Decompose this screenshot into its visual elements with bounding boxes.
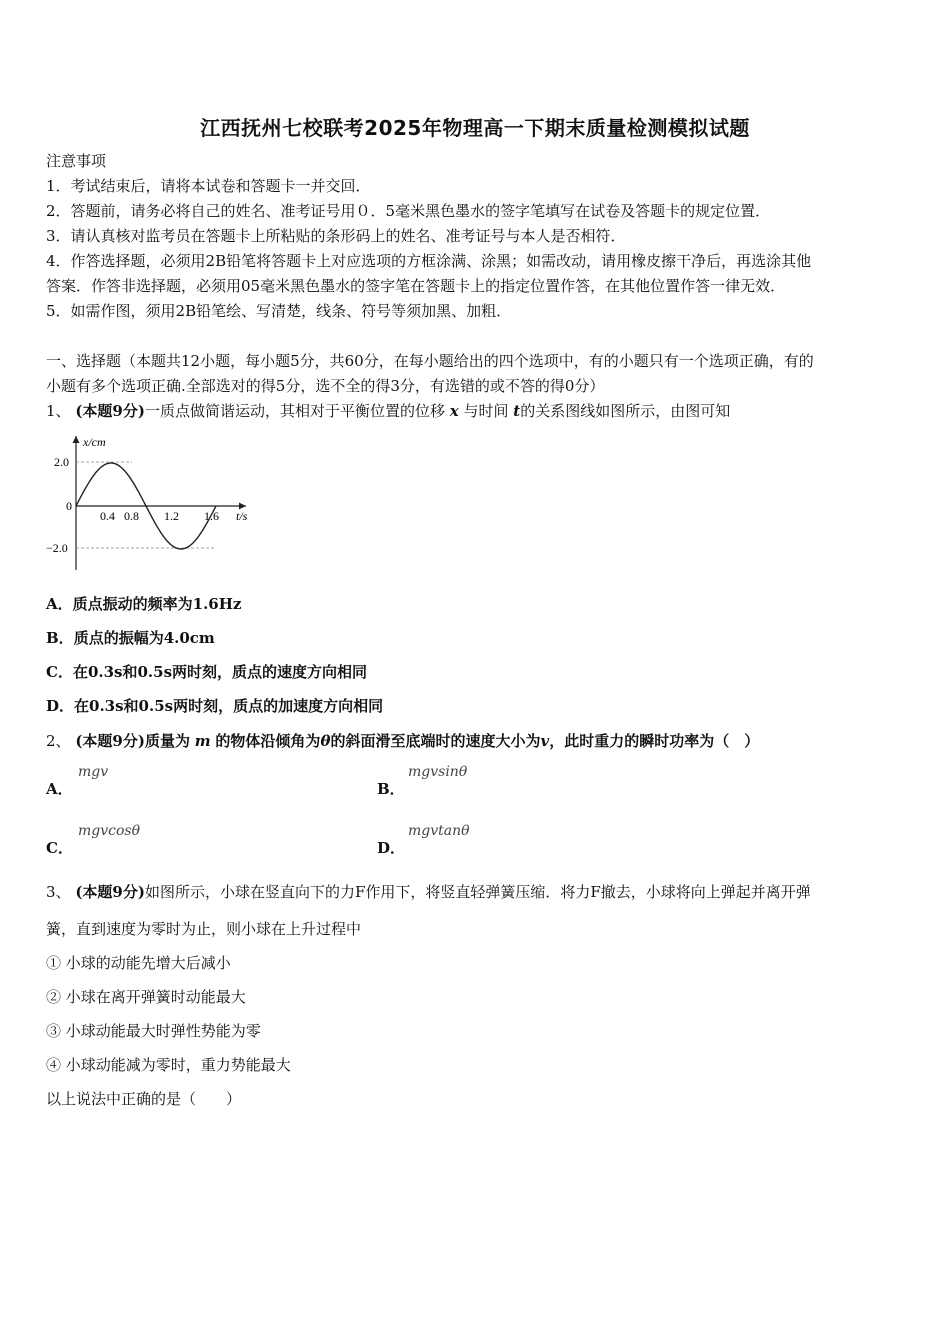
option-text: 在0.3s和0.5s两时刻，质点的速度方向相同 — [72, 663, 368, 681]
notice-item: 2．答题前，请务必将自己的姓名、准考证号用０．5毫米黑色墨水的签字笔填写在试卷及答题卡的规定位置． — [46, 202, 771, 220]
option-label: C． — [46, 839, 73, 857]
y-axis-label: x/cm — [83, 435, 106, 449]
q3-statement: ① 小球的动能先增大后减小 — [46, 954, 231, 972]
x-tick-label: 0.4 — [100, 509, 115, 523]
stem-text: 如图所示，小球在竖直向下的力F作用下，将竖直轻弹簧压缩．将力F撤去，小球将向上弹起并离开弹 — [144, 883, 811, 901]
section-instructions: 一、选择题（本题共12小题，每小题5分，共60分，在每小题给出的四个选项中，有的小题只有一个选项正确，有的 — [46, 352, 814, 370]
notice-item: 4．作答选择题，必须用2B铅笔将答题卡上对应选项的方框涂满、涂黑；如需改动，请用橡皮擦干净后，再选涂其他 — [46, 252, 812, 270]
stem-text: 与时间 — [463, 402, 509, 420]
var-v: v — [540, 732, 550, 750]
var-m: m — [194, 732, 211, 750]
question-1-stem — [46, 401, 730, 421]
question-number: 1、 — [46, 402, 71, 420]
question-2-stem — [46, 731, 759, 751]
stem-text: 的物体沿倾角为 — [215, 732, 321, 750]
notice-heading: 注意事项 — [46, 152, 107, 170]
notice-item: 5．如需作图，须用2B铅笔绘、写清楚，线条、符号等须加黑、加粗． — [46, 302, 512, 320]
option-label: C． — [46, 663, 73, 681]
option-formula: mgvcosθ — [78, 823, 141, 839]
x-tick-label: 1.2 — [164, 509, 179, 523]
q1-option-a[interactable] — [46, 594, 241, 614]
option-label: D． — [46, 697, 75, 715]
x-tick-label: 1.6 — [204, 509, 219, 523]
option-formula: mgvtanθ — [408, 823, 470, 839]
y-tick-label: −2.0 — [46, 541, 68, 555]
x-axis-label: t/s — [236, 509, 248, 523]
q1-option-c[interactable] — [46, 662, 367, 682]
question-number: 2、 — [46, 732, 71, 750]
stem-text: 质量为 — [144, 732, 190, 750]
option-formula: mgvsinθ — [408, 764, 468, 780]
y-tick-label: 2.0 — [54, 455, 69, 469]
question-points: (本题9分) — [75, 883, 145, 901]
question-3-stem — [46, 882, 811, 902]
displacement-time-graph — [44, 430, 254, 575]
q1-option-d[interactable] — [46, 696, 383, 716]
q1-option-b[interactable] — [46, 628, 215, 648]
option-label: A． — [46, 780, 73, 798]
question-3-stem-cont: 簧，直到速度为零时为止，则小球在上升过程中 — [46, 920, 362, 938]
section-instructions-cont: 小题有多个选项正确.全部选对的得5分，选不全的得3分，有选错的或不答的得0分） — [46, 377, 605, 395]
q3-statement: ③ 小球动能最大时弹性势能为零 — [46, 1022, 261, 1040]
stem-text: 的关系图线如图所示，由图可知 — [520, 402, 731, 420]
option-label: A． — [46, 595, 73, 613]
notice-item: 3．请认真核对监考员在答题卡上所粘贴的条形码上的姓名、准考证号与本人是否相符． — [46, 227, 626, 245]
notice-item: 答案．作答非选择题，必须用05毫米黑色墨水的签字笔在答题卡上的指定位置作答，在其他位置作答一律无效． — [46, 277, 786, 295]
option-text: 质点的振幅为4.0cm — [73, 629, 215, 647]
q3-question: 以上说法中正确的是（ ） — [46, 1090, 242, 1108]
stem-text: 的斜面滑至底端时的速度大小为 — [330, 732, 541, 750]
stem-text: ，此时重力的瞬时功率为（ ） — [549, 732, 760, 750]
x-tick-label: 0.8 — [124, 509, 139, 523]
option-label: B． — [377, 780, 405, 798]
question-points: (本题9分) — [75, 402, 145, 420]
q3-statement: ② 小球在离开弹簧时动能最大 — [46, 988, 246, 1006]
option-formula: mgv — [78, 764, 109, 780]
var-theta: θ — [320, 732, 331, 750]
var-x: x — [449, 402, 459, 420]
option-label: D． — [377, 839, 406, 857]
page-title: 江西抚州七校联考2025年物理高一下期末质量检测模拟试题 — [200, 116, 750, 140]
origin-label: 0 — [66, 499, 72, 513]
option-text: 在0.3s和0.5s两时刻，质点的加速度方向相同 — [74, 697, 384, 715]
option-text: 质点振动的频率为1.6Hz — [72, 595, 242, 613]
question-number: 3、 — [46, 883, 71, 901]
question-points: (本题9分) — [75, 732, 145, 750]
q3-statement: ④ 小球动能减为零时，重力势能最大 — [46, 1056, 291, 1074]
stem-text: 一质点做简谐运动，其相对于平衡位置的位移 — [144, 402, 445, 420]
notice-item: 1．考试结束后，请将本试卷和答题卡一并交回． — [46, 177, 371, 195]
option-label: B． — [46, 629, 74, 647]
var-t: t — [513, 402, 521, 420]
